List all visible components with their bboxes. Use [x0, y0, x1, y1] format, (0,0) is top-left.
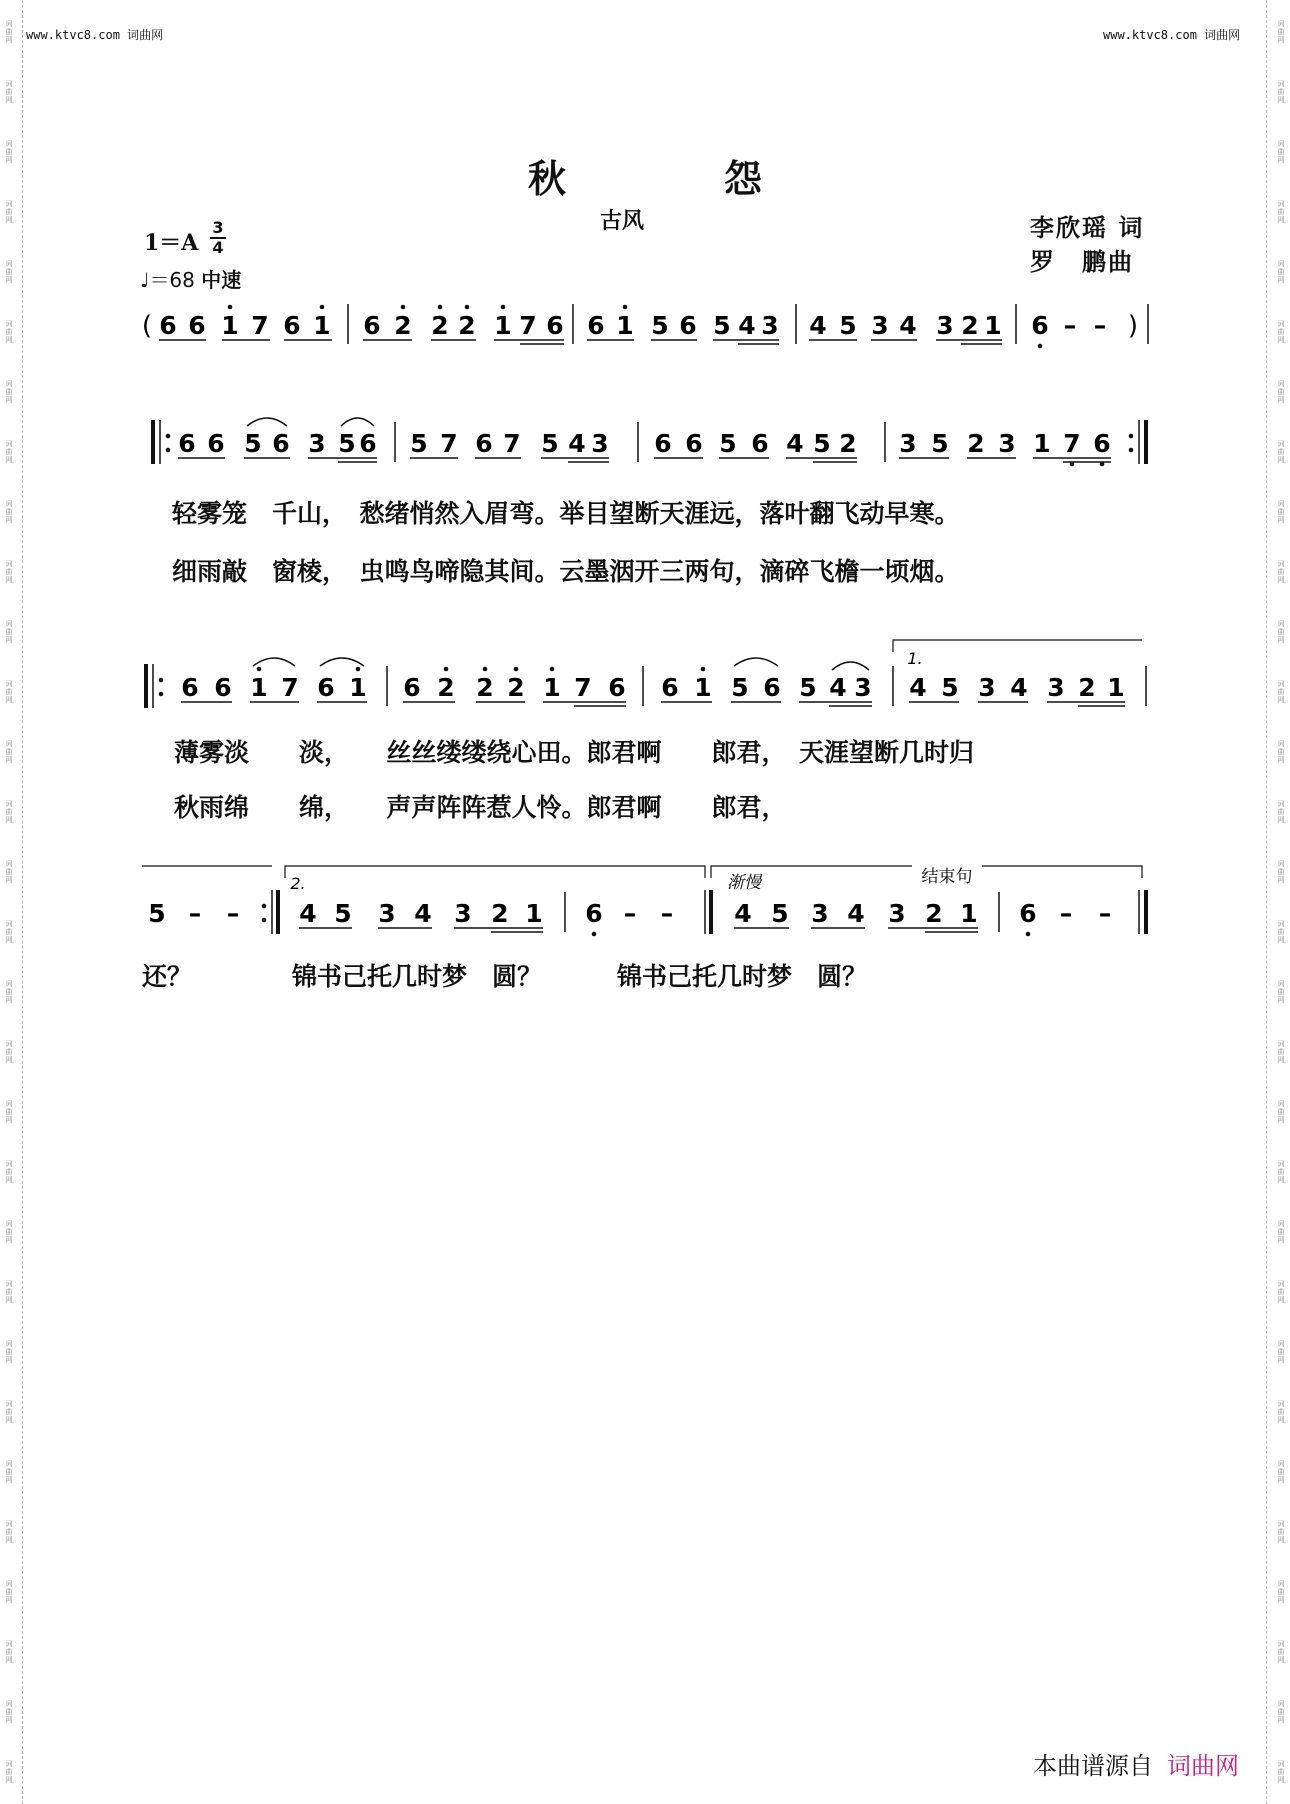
watermark-mark: 词 曲 网: [1277, 140, 1285, 164]
watermark-mark: 词 曲 网: [1277, 20, 1285, 44]
key-signature: 1＝A: [144, 230, 199, 256]
watermark-mark: 词 曲 网: [5, 1040, 13, 1064]
watermark-mark: 词 曲 网: [5, 380, 13, 404]
r2-note: 5: [541, 429, 559, 458]
r1-high-dot: [228, 305, 233, 310]
r2-slur: [341, 418, 374, 426]
watermark-mark: 词 曲 网: [1277, 1400, 1285, 1424]
repeat-dot: [262, 904, 267, 909]
r4-note: –: [226, 899, 240, 928]
r1-note: 7: [251, 311, 269, 340]
r1-note: 6: [363, 311, 381, 340]
volta2-bracket: [285, 866, 705, 878]
watermark-mark: 词 曲 网: [1277, 200, 1285, 224]
r2-note: 6: [475, 429, 493, 458]
r1-note: 7: [519, 311, 537, 340]
r3-note: 5: [941, 673, 959, 702]
r3-high-dot: [514, 667, 519, 672]
r3-slur: [253, 658, 295, 666]
r3-note: 6: [181, 673, 199, 702]
r4-note: 4: [299, 899, 317, 928]
r4-low-dot: [592, 932, 597, 937]
watermark-mark: 词 曲 网: [5, 1460, 13, 1484]
r1-note: 1: [221, 311, 239, 340]
watermark-mark: 词 曲 网: [1277, 1040, 1285, 1064]
watermark-mark: 词 曲 网: [5, 500, 13, 524]
r2-note: 1: [1033, 429, 1051, 458]
watermark-mark: 词 曲 网: [1277, 1520, 1285, 1544]
lyrics-row3-verse2: 秋雨绵 绵， 声声阵阵惹人怜。郎君啊 郎君，: [174, 793, 787, 822]
r3-note: 4: [829, 673, 847, 702]
watermark-mark: 词 曲 网: [5, 1220, 13, 1244]
coda-bracket-right: [982, 866, 1142, 878]
r2-note: 2: [839, 429, 857, 458]
watermark-mark: 词 曲 网: [5, 1520, 13, 1544]
watermark-mark: 词 曲 网: [5, 1340, 13, 1364]
r1-high-dot: [401, 305, 406, 310]
r2-note: 2: [967, 429, 985, 458]
repeat-dot: [1129, 448, 1134, 453]
r3-slur: [320, 658, 364, 666]
r1-note: 1: [313, 311, 331, 340]
r4-low-dot: [1026, 932, 1031, 937]
watermark-mark: 词 曲 网: [1277, 1100, 1285, 1124]
r3-high-dot: [550, 667, 555, 672]
r3-note: 1: [1107, 673, 1125, 702]
ritardando-label: 渐慢: [727, 873, 761, 893]
r1-note: 6: [546, 311, 564, 340]
r4-note: 5: [771, 899, 789, 928]
r1-note: 2: [458, 311, 476, 340]
r3-note: 6: [661, 673, 679, 702]
watermark-mark: 词 曲 网: [5, 1280, 13, 1304]
r1-high-dot: [501, 305, 506, 310]
r3-note: 1: [250, 673, 268, 702]
watermark-mark: 词 曲 网: [1277, 80, 1285, 104]
r3-note: 7: [574, 673, 592, 702]
r1-note: 4: [738, 311, 756, 340]
watermark-mark: 词 曲 网: [1277, 1340, 1285, 1364]
r1-note: –: [1093, 311, 1107, 340]
repeat-dot: [262, 918, 267, 923]
watermark-mark: 词 曲 网: [1277, 260, 1285, 284]
r2-slur: [247, 418, 287, 426]
r1-note: 1: [616, 311, 634, 340]
r3-note: 2: [476, 673, 494, 702]
watermark-mark: 词 曲 网: [1277, 1580, 1285, 1604]
r3-slur: [734, 658, 778, 666]
watermark-mark: 词 曲 网: [1277, 680, 1285, 704]
r4-note: 2: [925, 899, 943, 928]
repeat-dot: [159, 692, 164, 697]
r1-high-dot: [320, 305, 325, 310]
footer-brand: 词曲网: [1167, 1752, 1239, 1780]
r1-note: 1: [984, 311, 1002, 340]
r2-note: 5: [931, 429, 949, 458]
r2-note: 6: [685, 429, 703, 458]
r2-note: 4: [568, 429, 586, 458]
r3-high-dot: [701, 667, 706, 672]
r1-note: –: [1063, 311, 1077, 340]
watermark-mark: 词 曲 网: [5, 200, 13, 224]
r1-note: 4: [899, 311, 917, 340]
watermark-mark: 词 曲 网: [5, 320, 13, 344]
watermark-mark: 词 曲 网: [1277, 1760, 1285, 1784]
watermark-mark: 词 曲 网: [5, 560, 13, 584]
r2-note: 5: [813, 429, 831, 458]
r3-note: 6: [214, 673, 232, 702]
volta2-label: 2.: [290, 874, 306, 893]
watermark-mark: 词 曲 网: [1277, 740, 1285, 764]
header-left-url: www.ktvc8.com: [26, 28, 120, 42]
lyrics-row2-verse1: 轻雾笼 千山， 愁绪悄然入眉弯。举目望断天涯远，落叶翻飞动早寒。: [172, 499, 960, 528]
watermark-mark: 词 曲 网: [1277, 320, 1285, 344]
r1-note: 5: [839, 311, 857, 340]
r3-note: 1: [349, 673, 367, 702]
r4-note: 3: [378, 899, 396, 928]
r3-high-dot: [444, 667, 449, 672]
r4-note: 3: [454, 899, 472, 928]
quarter-note-icon: ♩: [140, 268, 150, 292]
header-right-url: www.ktvc8.com: [1103, 28, 1197, 42]
volta1-bracket: [893, 640, 1142, 652]
r3-note: 6: [317, 673, 335, 702]
watermark-mark: 词 曲 网: [1277, 1460, 1285, 1484]
r4-note: 6: [585, 899, 603, 928]
r2-note: 5: [338, 429, 356, 458]
r2-note: 6: [207, 429, 225, 458]
r1-note: 6: [159, 311, 177, 340]
r1-note: 5: [651, 311, 669, 340]
composer-credit: 罗 鹏曲: [1030, 248, 1134, 276]
watermark-mark: 词 曲 网: [5, 800, 13, 824]
watermark-mark: 词 曲 网: [1277, 500, 1285, 524]
intro-open-paren: (: [141, 311, 153, 341]
r1-note: 4: [809, 311, 827, 340]
tempo-word: 中速: [201, 268, 242, 292]
r3-note: 6: [763, 673, 781, 702]
r1-note: 5: [713, 311, 731, 340]
repeat-dot: [1129, 434, 1134, 439]
watermark-mark: 词 曲 网: [5, 80, 13, 104]
r4-note: 4: [847, 899, 865, 928]
r4-note: 2: [491, 899, 509, 928]
watermark-mark: 词 曲 网: [5, 620, 13, 644]
watermark-mark: 词 曲 网: [1277, 1220, 1285, 1244]
watermark-mark: 词 曲 网: [1277, 980, 1285, 1004]
r3-note: 2: [437, 673, 455, 702]
r4-note: 1: [960, 899, 978, 928]
r3-slur: [832, 662, 869, 670]
tempo-value: ＝68: [149, 268, 195, 292]
lyrics-row3-verse1: 薄雾淡 淡， 丝丝缕缕绕心田。郎君啊 郎君， 天涯望断几时归: [174, 738, 975, 767]
r4-note: –: [623, 899, 637, 928]
r4-note: 3: [888, 899, 906, 928]
watermark-mark: 词 曲 网: [5, 740, 13, 764]
watermark-mark: 词 曲 网: [1277, 440, 1285, 464]
r2-note: 3: [998, 429, 1016, 458]
watermark-mark: 词 曲 网: [5, 1580, 13, 1604]
r2-note: 4: [786, 429, 804, 458]
r3-note: 3: [1047, 673, 1065, 702]
r2-note: 6: [654, 429, 672, 458]
time-sig-bottom: 4: [212, 238, 224, 257]
lyrics-row4: 还？ 锦书己托几时梦 圆？ 锦书己托几时梦 圆？: [142, 962, 868, 991]
song-style: 古风: [600, 209, 645, 234]
r3-high-dot: [356, 667, 361, 672]
r3-high-dot: [257, 667, 262, 672]
watermark-mark: 词 曲 网: [1277, 1640, 1285, 1664]
r4-note: –: [660, 899, 674, 928]
r4-note: 4: [414, 899, 432, 928]
watermark-mark: 词 曲 网: [1277, 620, 1285, 644]
r3-note: 4: [1010, 673, 1028, 702]
r4-note: 3: [811, 899, 829, 928]
watermark-mark: 词 曲 网: [1277, 1700, 1285, 1724]
r2-note: 5: [244, 429, 262, 458]
r4-note: 5: [148, 899, 166, 928]
r2-note: 3: [899, 429, 917, 458]
r1-note: 2: [431, 311, 449, 340]
r1-note: 6: [188, 311, 206, 340]
watermark-mark: 词 曲 网: [1277, 800, 1285, 824]
r3-note: 6: [608, 673, 626, 702]
r1-high-dot: [623, 305, 628, 310]
r3-note: 6: [403, 673, 421, 702]
r2-note: 6: [1093, 429, 1111, 458]
r3-note: 3: [854, 673, 872, 702]
lyrics-row2-verse2: 细雨敲 窗棱， 虫鸣鸟啼隐其间。云墨洇开三两句，滴碎飞檐一顷烟。: [172, 557, 960, 586]
watermark-mark: 词 曲 网: [5, 860, 13, 884]
r3-note: 2: [507, 673, 525, 702]
footer-text: 本曲谱源自: [1033, 1752, 1153, 1780]
r1-note: 6: [587, 311, 605, 340]
r3-note: 7: [281, 673, 299, 702]
r1-note: 2: [394, 311, 412, 340]
r4-note: –: [1098, 899, 1112, 928]
watermark-mark: 词 曲 网: [5, 140, 13, 164]
r4-note: 4: [734, 899, 752, 928]
r2-note: 6: [751, 429, 769, 458]
watermark-mark: 词 曲 网: [5, 1640, 13, 1664]
r2-note: 7: [1063, 429, 1081, 458]
r3-note: 2: [1078, 673, 1096, 702]
r4-note: –: [188, 899, 202, 928]
r1-note: 1: [494, 311, 512, 340]
r2-note: 6: [178, 429, 196, 458]
lyricist-credit: 李欣瑶 词: [1030, 214, 1145, 242]
r2-note: 7: [503, 429, 521, 458]
header-left-site: 词曲网: [127, 28, 164, 42]
intro-close-paren: ): [1127, 311, 1139, 341]
r1-note: 6: [1031, 311, 1049, 340]
watermark-mark: 词 曲 网: [5, 1160, 13, 1184]
r2-note: 7: [440, 429, 458, 458]
watermark-mark: 词 曲 网: [5, 20, 13, 44]
r1-note: 3: [871, 311, 889, 340]
watermark-mark: 词 曲 网: [5, 440, 13, 464]
watermark-mark: 词 曲 网: [1277, 1280, 1285, 1304]
watermark-mark: 词 曲 网: [5, 1700, 13, 1724]
r3-note: 1: [543, 673, 561, 702]
r3-note: 5: [731, 673, 749, 702]
r2-note: 3: [591, 429, 609, 458]
r4-note: –: [1059, 899, 1073, 928]
r2-note: 6: [359, 429, 377, 458]
r3-note: 5: [799, 673, 817, 702]
watermark-mark: 词 曲 网: [1277, 920, 1285, 944]
watermark-mark: 词 曲 网: [5, 1760, 13, 1784]
header-right-site: 词曲网: [1204, 28, 1241, 42]
r1-note: 2: [961, 311, 979, 340]
coda-label: 结束句: [921, 867, 973, 887]
r2-note: 6: [272, 429, 290, 458]
r1-note: 6: [283, 311, 301, 340]
r1-note: 3: [936, 311, 954, 340]
repeat-dot: [166, 434, 171, 439]
watermark-mark: 词 曲 网: [5, 1400, 13, 1424]
watermark-mark: 词 曲 网: [5, 260, 13, 284]
watermark-mark: 词 曲 网: [5, 980, 13, 1004]
song-title: 秋 怨: [527, 157, 822, 201]
r2-note: 3: [308, 429, 326, 458]
r4-note: 1: [525, 899, 543, 928]
repeat-dot: [166, 448, 171, 453]
r2-note: 5: [719, 429, 737, 458]
r3-note: 1: [694, 673, 712, 702]
r1-high-dot: [465, 305, 470, 310]
r4-note: 6: [1019, 899, 1037, 928]
r1-note: 3: [761, 311, 779, 340]
r3-note: 4: [909, 673, 927, 702]
r1-low-dot: [1038, 344, 1043, 349]
watermark-mark: 词 曲 网: [5, 680, 13, 704]
time-sig-top: 3: [212, 218, 224, 237]
watermark-mark: 词 曲 网: [1277, 380, 1285, 404]
footer-source: [1033, 1746, 1239, 1781]
watermark-mark: 词 曲 网: [1277, 560, 1285, 584]
watermark-mark: 词 曲 网: [1277, 860, 1285, 884]
watermark-mark: 词 曲 网: [5, 920, 13, 944]
volta1-label: 1.: [907, 649, 923, 668]
repeat-dot: [159, 678, 164, 683]
r1-high-dot: [438, 305, 443, 310]
watermark-mark: 词 曲 网: [1277, 1160, 1285, 1184]
r1-note: 6: [679, 311, 697, 340]
r4-note: 5: [334, 899, 352, 928]
r2-note: 5: [410, 429, 428, 458]
r3-high-dot: [483, 667, 488, 672]
r3-note: 3: [978, 673, 996, 702]
watermark-mark: 词 曲 网: [5, 1100, 13, 1124]
